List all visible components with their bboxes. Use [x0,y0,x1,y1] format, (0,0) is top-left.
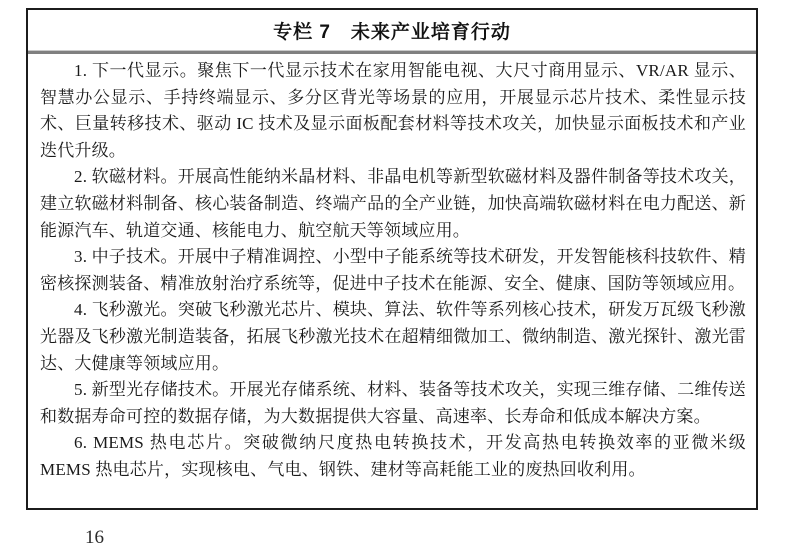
column-panel [26,8,758,510]
panel-body [28,54,756,484]
panel-paragraph: 6. MEMS 热电芯片。突破微纳尺度热电转换技术，开发高热电转换效率的亚微米级 MEMS 热电芯片，实现核电、气电、钢铁、建材等高耗能工业的废热回收利用。 [40,433,746,479]
panel-title: 专栏 7 未来产业培育行动 [273,22,511,43]
panel-paragraph: 2. 软磁材料。开展高性能纳米晶材料、非晶电机等新型软磁材料及器件制备等技术攻关，建立软磁材料制备、核心装备制造、终端产品的全产业链，加快高端软磁材料在电力配送、新能源汽车、轨道交通、核能电力、航空航天等领域应用。 [40,167,746,240]
panel-header [28,10,756,54]
panel-paragraph: 3. 中子技术。开展中子精准调控、小型中子能系统等技术研发，开发智能核科技软件、精密核探测装备、精准放射治疗系统等，促进中子技术在能源、安全、健康、国防等领域应用。 [40,247,746,293]
panel-paragraph: 1. 下一代显示。聚焦下一代显示技术在家用智能电视、大尺寸商用显示、VR/AR 显示、智慧办公显示、手持终端显示、多分区背光等场景的应用，开展显示芯片技术、柔性显示技术、巨量转移技术、驱动 IC 技术及显示面板配套材料等技术攻关，加快显示面板技术和产业迭代升级。 [40,61,746,160]
panel-paragraph: 5. 新型光存储技术。开展光存储系统、材料、装备等技术攻关，实现三维存储、二维传送和数据寿命可控的数据存储，为大数据提供大容量、高速率、长寿命和低成本解决方案。 [40,380,746,426]
page-number: 16 [85,527,104,544]
panel-paragraph: 4. 飞秒激光。突破飞秒激光芯片、模块、算法、软件等系列核心技术，研发万瓦级飞秒激光器及飞秒激光制造装备，拓展飞秒激光技术在超精细微加工、微纳制造、激光探针、激光雷达、大健康等领域应用。 [40,300,746,373]
